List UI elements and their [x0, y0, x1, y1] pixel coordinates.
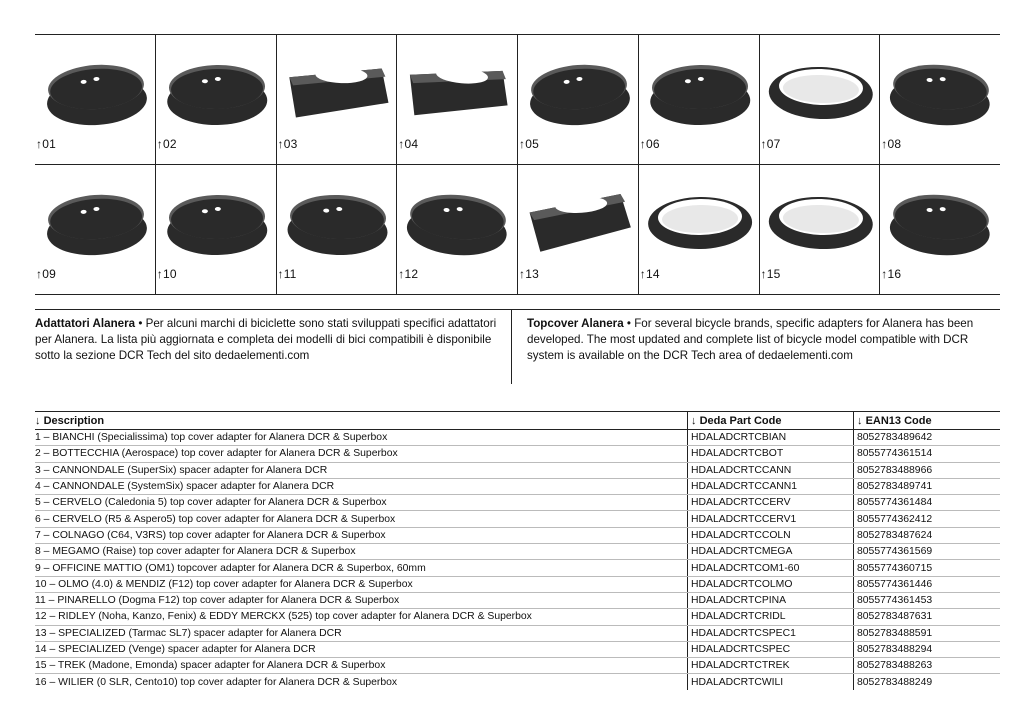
product-number [761, 137, 781, 151]
arrow-up-icon: ↑ [760, 137, 767, 151]
adapter-image [884, 171, 999, 263]
product-number [519, 137, 539, 151]
cell-ean13: 8052783488263 [854, 658, 1001, 674]
arrow-up-icon: ↑ [639, 137, 646, 151]
table-row [35, 625, 1000, 641]
arrow-down-icon: ↓ [35, 415, 41, 427]
arrow-up-icon: ↑ [760, 267, 767, 281]
cell-description: 1 – BIANCHI (Specialissima) top cover adapter for Alanera DCR & Superbox [35, 430, 688, 446]
product-number-label: 02 [162, 137, 177, 151]
cell-ean13: 8055774361514 [854, 446, 1001, 462]
header-label: EAN13 Code [865, 415, 932, 427]
table-row [35, 527, 1000, 543]
cell-description: 11 – PINARELLO (Dogma F12) top cover adapter for Alanera DCR & Superbox [35, 592, 688, 608]
cell-part-code: HDALADCRTCBIAN [688, 430, 854, 446]
product-cell [880, 35, 1000, 164]
adapter-image [39, 171, 154, 263]
column-header-part-code [688, 412, 854, 430]
table-row [35, 609, 1000, 625]
product-number-label: 06 [645, 137, 660, 151]
cell-description: 6 – CERVELO (R5 & Aspero5) top cover adapter for Alanera DCR & Superbox [35, 511, 688, 527]
product-number-label: 10 [162, 267, 177, 281]
adapter-image [160, 171, 275, 263]
arrow-up-icon: ↑ [519, 267, 526, 281]
product-number [761, 267, 781, 281]
arrow-up-icon: ↑ [398, 137, 405, 151]
adapter-image [281, 171, 396, 263]
adapter-image [884, 41, 999, 133]
cell-part-code: HDALADCRTCCOLN [688, 527, 854, 543]
cell-description: 7 – COLNAGO (C64, V3RS) top cover adapter for Alanera DCR & Superbox [35, 527, 688, 543]
product-cell [760, 165, 881, 294]
product-number-label: 11 [283, 267, 297, 281]
cell-part-code: HDALADCRTCWILI [688, 674, 854, 690]
cell-description: 13 – SPECIALIZED (Tarmac SL7) spacer adapter for Alanera DCR [35, 625, 688, 641]
arrow-down-icon: ↓ [857, 415, 863, 427]
table-row [35, 495, 1000, 511]
arrow-up-icon: ↑ [156, 137, 163, 151]
cell-part-code: HDALADCRTCCERV1 [688, 511, 854, 527]
product-cell [639, 35, 760, 164]
cell-description: 9 – OFFICINE MATTIO (OM1) topcover adapter for Alanera DCR & Superbox, 60mm [35, 560, 688, 576]
cell-part-code: HDALADCRTCRIDL [688, 609, 854, 625]
product-number [640, 267, 660, 281]
product-number [519, 267, 539, 281]
column-header-ean13 [854, 412, 1001, 430]
cell-ean13: 8055774360715 [854, 560, 1001, 576]
product-cell [35, 165, 156, 294]
arrow-up-icon: ↑ [519, 137, 526, 151]
table-row [35, 576, 1000, 592]
product-row [35, 35, 1000, 165]
cell-part-code: HDALADCRTCBOT [688, 446, 854, 462]
product-row [35, 165, 1000, 295]
product-number-label: 03 [283, 137, 298, 151]
cell-description: 8 – MEGAMO (Raise) top cover adapter for Alanera DCR & Superbox [35, 544, 688, 560]
cell-ean13: 8052783489741 [854, 478, 1001, 494]
description-english-title: Topcover Alanera [527, 317, 624, 330]
product-number-label: 16 [887, 267, 902, 281]
table-row [35, 658, 1000, 674]
adapter-image [39, 41, 154, 133]
table-row [35, 592, 1000, 608]
arrow-up-icon: ↑ [36, 267, 43, 281]
table-row [35, 674, 1000, 690]
cell-ean13: 8055774361484 [854, 495, 1001, 511]
cell-ean13: 8052783488591 [854, 625, 1001, 641]
cell-ean13: 8052783489642 [854, 430, 1001, 446]
product-number-label: 08 [887, 137, 902, 151]
cell-part-code: HDALADCRTCSPEC1 [688, 625, 854, 641]
product-number-label: 14 [645, 267, 660, 281]
product-cell [277, 35, 398, 164]
arrow-up-icon: ↑ [277, 267, 284, 281]
product-number-label: 12 [404, 267, 419, 281]
adapter-image [643, 41, 758, 133]
cell-description: 5 – CERVELO (Caledonia 5) top cover adapter for Alanera DCR & Superbox [35, 495, 688, 511]
product-number [881, 267, 901, 281]
adapter-image [401, 41, 516, 133]
adapter-image [522, 171, 637, 263]
cell-part-code: HDALADCRTCCANN1 [688, 478, 854, 494]
table-header-row [35, 412, 1000, 430]
product-number [640, 137, 660, 151]
cell-description: 14 – SPECIALIZED (Venge) spacer adapter for Alanera DCR [35, 641, 688, 657]
cell-description: 15 – TREK (Madone, Emonda) spacer adapter for Alanera DCR & Superbox [35, 658, 688, 674]
table-row [35, 511, 1000, 527]
cell-ean13: 8055774361569 [854, 544, 1001, 560]
product-number-label: 05 [525, 137, 539, 151]
product-number-label: 04 [404, 137, 419, 151]
arrow-up-icon: ↑ [881, 137, 888, 151]
product-cell [156, 165, 277, 294]
product-cell [760, 35, 881, 164]
cell-part-code: HDALADCRTCMEGA [688, 544, 854, 560]
cell-part-code: HDALADCRTCTREK [688, 658, 854, 674]
cell-ean13: 8052783488294 [854, 641, 1001, 657]
arrow-up-icon: ↑ [36, 137, 43, 151]
adapter-image [160, 41, 275, 133]
adapter-image [643, 171, 758, 263]
arrow-up-icon: ↑ [156, 267, 163, 281]
product-number [157, 267, 177, 281]
table-row [35, 641, 1000, 657]
header-label: Deda Part Code [699, 415, 782, 427]
product-cell [277, 165, 398, 294]
description-english [527, 316, 997, 364]
cell-ean13: 8055774361446 [854, 576, 1001, 592]
adapter-image [281, 41, 396, 133]
cell-ean13: 8052783488249 [857, 676, 933, 688]
divider [511, 310, 512, 384]
table-row [35, 560, 1000, 576]
cell-part-code: HDALADCRTCCANN [688, 462, 854, 478]
table-row [35, 462, 1000, 478]
adapter-image [764, 171, 879, 263]
description-italian-title: Adattatori Alanera [35, 317, 136, 330]
description-english-text: For several bicycle brands, specific adapters for Alanera has been developed. The most updated and complete list of bicycle model compatible with DCR system is available on the DCR Tech area of dedaelementi.com [527, 317, 974, 362]
product-cell [518, 165, 639, 294]
cell-ean13: 8055774362412 [854, 511, 1001, 527]
product-number [278, 267, 297, 281]
table-row [35, 430, 1000, 446]
adapter-image [401, 171, 516, 263]
description-section [35, 309, 1000, 384]
product-cell [35, 35, 156, 164]
adapter-image [764, 41, 879, 133]
product-number-label: 07 [766, 137, 781, 151]
arrow-up-icon: ↑ [277, 137, 284, 151]
cell-ean13: 8052783487631 [854, 609, 1001, 625]
product-cell [397, 35, 518, 164]
product-number [36, 267, 56, 281]
parts-table [35, 411, 1000, 690]
arrow-up-icon: ↑ [881, 267, 888, 281]
cell-description: 4 – CANNONDALE (SystemSix) spacer adapter for Alanera DCR [35, 478, 688, 494]
cell-description: 16 – WILIER (0 SLR, Cento10) top cover adapter for Alanera DCR & Superbox [35, 674, 688, 690]
cell-part-code: HDALADCRTCOM1-60 [688, 560, 854, 576]
product-number-label: 01 [42, 137, 56, 151]
product-number-label: 13 [525, 267, 539, 281]
description-italian-text: Per alcuni marchi di biciclette sono stati sviluppati specifici adattatori per Alanera. La lista più aggiornata e completa dei modelli di bici compatibili è disponibile sotto la sezione DCR Tech del sito dedaelementi.com [35, 317, 497, 362]
product-cell [397, 165, 518, 294]
arrow-up-icon: ↑ [639, 267, 646, 281]
cell-description: 10 – OLMO (4.0) & MENDIZ (F12) top cover adapter for Alanera DCR & Superbox [35, 576, 688, 592]
cell-part-code: HDALADCRTCOLMO [688, 576, 854, 592]
product-number-label: 09 [42, 267, 56, 281]
product-number [36, 137, 56, 151]
description-italian [35, 316, 505, 364]
table-row [35, 544, 1000, 560]
product-image-grid [35, 34, 1000, 295]
cell-part-code: HDALADCRTCSPEC [688, 641, 854, 657]
cell-ean13: 8052783487624 [854, 527, 1001, 543]
cell-part-code: HDALADCRTCCERV [688, 495, 854, 511]
product-number [398, 137, 418, 151]
adapter-image [522, 41, 637, 133]
bullet: • [626, 317, 631, 330]
cell-description: 3 – CANNONDALE (SuperSix) spacer adapter for Alanera DCR [35, 462, 688, 478]
bullet: • [138, 317, 143, 330]
cell-ean13: 8055774361453 [854, 592, 1001, 608]
header-label: Description [43, 415, 105, 427]
arrow-down-icon: ↓ [691, 415, 697, 427]
product-cell [518, 35, 639, 164]
product-cell [156, 35, 277, 164]
cell-description: 12 – RIDLEY (Noha, Kanzo, Fenix) & EDDY MERCKX (525) top cover adapter for Alanera DCR & Superbox [35, 609, 688, 625]
product-number [278, 137, 298, 151]
cell-part-code: HDALADCRTCPINA [688, 592, 854, 608]
table-row [35, 446, 1000, 462]
product-number [157, 137, 177, 151]
cell-description: 2 – BOTTECCHIA (Aerospace) top cover adapter for Alanera DCR & Superbox [35, 446, 688, 462]
column-header-description [35, 412, 688, 430]
product-number-label: 15 [766, 267, 781, 281]
product-cell [880, 165, 1000, 294]
product-cell [639, 165, 760, 294]
product-number [881, 137, 901, 151]
arrow-up-icon: ↑ [398, 267, 405, 281]
table-row [35, 478, 1000, 494]
product-number [398, 267, 418, 281]
cell-ean13: 8052783488966 [854, 462, 1001, 478]
